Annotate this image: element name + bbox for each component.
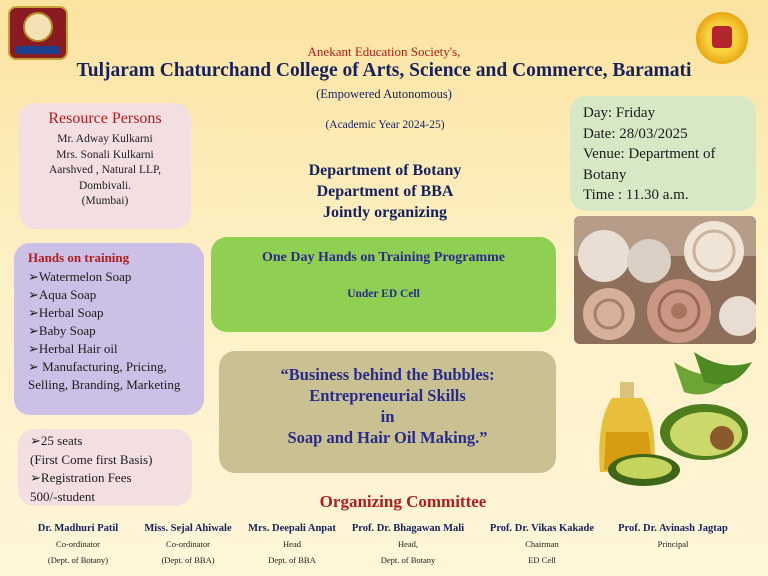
dept-bba: Department of BBA — [316, 183, 454, 200]
member-dept: ED Cell — [528, 555, 556, 565]
committee-member — [22, 523, 134, 566]
member-role: Chairman — [525, 539, 559, 549]
committee-member — [612, 523, 734, 555]
list-item: ➢Aqua Soap — [28, 287, 97, 302]
rp-line: Aarshved , Natural LLP, — [48, 164, 162, 176]
committee-member — [244, 523, 340, 566]
jointly-organizing: Jointly organizing — [322, 204, 447, 221]
seats-line: ➢Registration Fees — [30, 470, 132, 485]
theme-line: Soap and Hair Oil Making.” — [287, 428, 488, 447]
hands-on-title: Hands on training — [28, 250, 130, 265]
member-name: Prof. Dr. Avinash Jagtap — [618, 523, 728, 534]
member-name: Mrs. Deepali Anpat — [248, 523, 336, 534]
programme-title: One Day Hands on Training Programme — [261, 250, 506, 265]
list-item: ➢Herbal Hair oil — [28, 341, 118, 356]
hair-oil-photo — [584, 352, 756, 488]
list-item: ➢Herbal Soap — [28, 305, 104, 320]
committee-member — [482, 523, 602, 566]
rp-line: (Mumbai) — [81, 195, 129, 207]
college-name: Tuljaram Chaturchand College of Arts, Science and Commerce, Baramati — [76, 60, 692, 81]
rp-line: Dombivali. — [78, 179, 132, 192]
committee-member — [344, 523, 472, 566]
event-details — [583, 103, 751, 206]
rp-line: Mrs. Sonali Kulkarni — [56, 148, 154, 161]
member-dept: Dept. of Botany — [380, 555, 436, 565]
seats-line: 500/-student — [30, 488, 95, 504]
programme-subtitle: Under ED Cell — [347, 288, 420, 300]
list-item: ➢Watermelon Soap — [28, 269, 132, 284]
member-dept: (Dept. of Botany) — [47, 555, 109, 565]
member-role: Head, — [397, 539, 419, 549]
list-item: ➢ Manufacturing, Pricing, Selling, Branding, Marketing — [28, 359, 181, 392]
event-date: Date: 28/03/2025 — [583, 125, 688, 142]
academic-year: (Academic Year 2024-25) — [325, 119, 445, 131]
member-name: Prof. Dr. Bhagawan Mali — [351, 523, 465, 534]
event-time: Time : 11.30 a.m. — [583, 187, 689, 203]
member-role: Co-ordinator — [166, 539, 210, 549]
member-role: Co-ordinator — [56, 539, 100, 549]
committee-member — [136, 523, 240, 566]
resource-persons-list — [19, 132, 191, 210]
member-role: Head — [283, 539, 301, 549]
seats-line: ➢25 seats — [30, 433, 83, 448]
member-name: Dr. Madhuri Patil — [37, 523, 119, 534]
soap-photo — [574, 216, 756, 344]
seats-info — [30, 432, 190, 506]
autonomous-status: (Empowered Autonomous) — [316, 87, 452, 101]
member-role: Principal — [657, 539, 689, 549]
organizing-committee-title: Organizing Committee — [319, 492, 487, 511]
dept-botany: Department of Botany — [308, 162, 462, 179]
seats-line: (First Come first Basis) — [30, 451, 153, 467]
organizing-departments — [250, 160, 520, 223]
member-dept: Dept. of BBA — [268, 555, 316, 565]
member-dept: (Dept. of BBA) — [161, 555, 215, 565]
event-day: Day: Friday — [583, 105, 656, 121]
hands-on-list — [28, 268, 200, 394]
theme-line: in — [380, 407, 395, 426]
list-item: ➢Baby Soap — [28, 323, 96, 338]
member-name: Miss. Sejal Ahiwale — [144, 523, 232, 534]
member-name: Prof. Dr. Vikas Kakade — [489, 523, 595, 534]
theme-line: “Business behind the Bubbles: — [280, 365, 495, 384]
theme-line: Entrepreneurial Skills — [309, 386, 466, 405]
society-name: Anekant Education Society's, — [307, 44, 461, 59]
event-venue: Venue: Department of Botany — [583, 146, 716, 183]
rp-line: Mr. Adway Kulkarni — [57, 133, 153, 145]
resource-persons-title: Resource Persons — [48, 110, 162, 127]
theme-text — [219, 364, 556, 448]
